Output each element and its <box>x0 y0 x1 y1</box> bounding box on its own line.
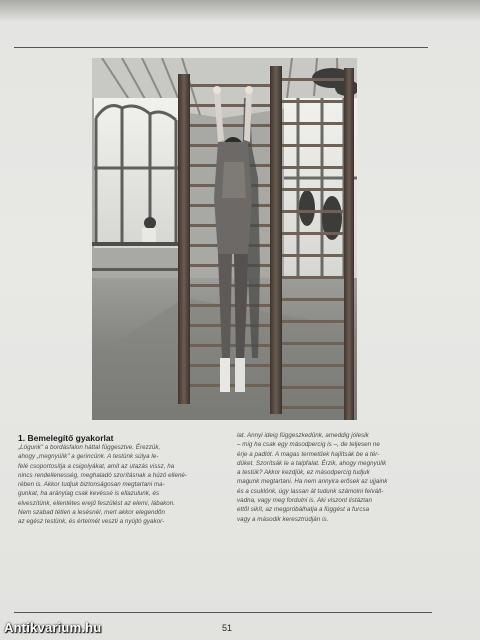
text-line: „Lógunk" a bordásfalon háttal függesztve. Érezzük, <box>18 444 161 451</box>
text-line: felé csoportosítja a csigolyákat, amit az utazás vissz, ha <box>18 462 175 470</box>
text-column-right <box>237 431 433 524</box>
text-line: magunk megtartani. Ha nem annyira erősek az ujjaink <box>237 478 388 486</box>
watermark-logo: Antikvarium.hu <box>4 620 102 635</box>
top-rule <box>14 47 428 48</box>
text-line: gunkat, ha aránylag csak kevéssé is ellazulunk, és <box>18 490 160 498</box>
text-column-left <box>18 443 214 527</box>
text-line: a testük? Akkor kezdjük, ez másodpercig tudjuk <box>237 469 370 477</box>
text-line: és a csuklónk, úgy lassan át tudunk számolni felvált- <box>237 487 384 495</box>
text-line: ettől sikít, az megpróbálhatja a függést a furcsa <box>237 506 370 514</box>
text-line: lat. Annyi ideig függeszkedünk, ameddig jólesik <box>237 432 369 439</box>
text-line: vadna, vagy meg fordulni is. Aki viszont listáztan <box>237 497 373 505</box>
page-number: 51 <box>222 623 233 633</box>
text-line: düket. Szorítsák le a talpfalat. Érzik, ahogy megnyúlik <box>237 459 387 467</box>
text-line: nincs rendellenesség, meghaladó szorításnak a húzó ellené- <box>18 471 188 479</box>
text-line: az egész testünk, és értelmét veszti a nyújtó gyakor- <box>18 518 165 526</box>
text-line: vagy a második keresztrúdján is. <box>237 515 329 523</box>
text-line: elveszítünk, ellentétes erejű feszülést az elemi, lábakon. <box>18 499 175 507</box>
text-line: érje a padlót. A magas termetűek hajlítsák be a tér- <box>237 450 380 458</box>
text-line: Nem szabad tétlen a lesésnél, mert akkor elegendőn <box>18 509 165 517</box>
page-curl-shadow <box>0 0 480 22</box>
exercise-photo <box>92 58 357 420</box>
text-line: ahogy „megnyúlik" a gerincünk. A testünk súlya le- <box>18 453 159 461</box>
text-line: rében is. Akkor tudjuk biztonságosan megtartani ma- <box>18 481 165 489</box>
bottom-rule <box>14 612 432 613</box>
exercise-heading: 1. Bemelegítő gyakorlat <box>18 433 114 443</box>
text-line: – mig ha csak egy másodpercig is –, de teljesen ne <box>237 441 380 449</box>
